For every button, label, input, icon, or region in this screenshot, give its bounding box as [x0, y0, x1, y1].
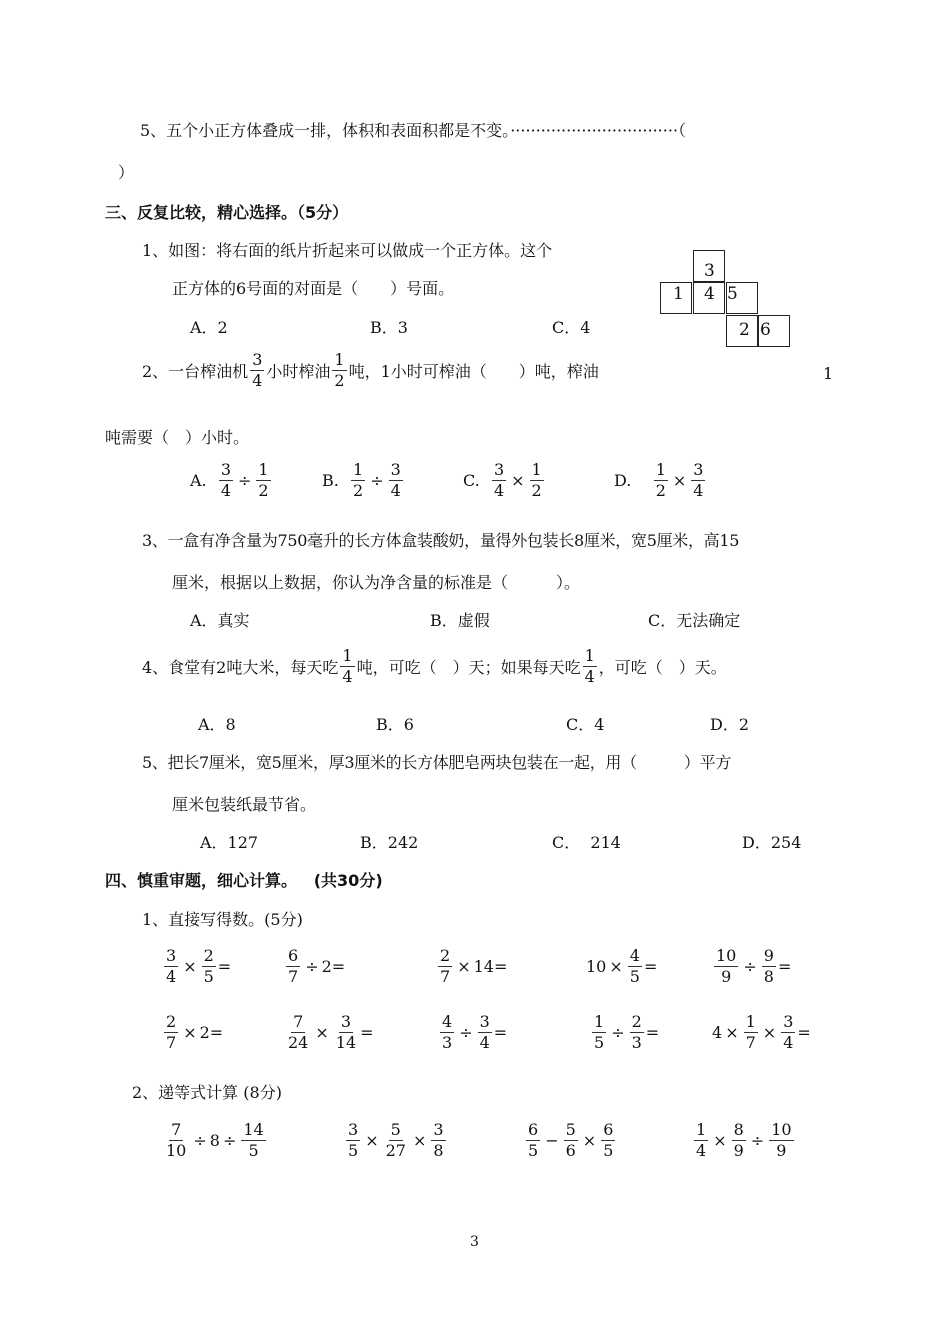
calc-item [590, 1014, 659, 1051]
calc-item [284, 948, 345, 985]
fraction [654, 462, 668, 499]
denominator: 3 [631, 1033, 642, 1052]
operator: × [713, 1131, 727, 1150]
q3-2-line1 [142, 352, 599, 389]
fraction [241, 1122, 265, 1159]
text: 吨，1小时可榨油（ ）吨，榨油 [348, 362, 599, 381]
fraction [601, 1122, 615, 1159]
calc-item [162, 1014, 223, 1051]
denominator: 6 [565, 1141, 576, 1160]
fraction [762, 948, 776, 985]
operator: × [762, 1023, 777, 1042]
q3-3-option-b: B．虚假 [430, 611, 490, 630]
numerator: 3 [166, 946, 177, 965]
denominator: 4 [220, 481, 231, 500]
fraction [628, 948, 642, 985]
operator: × [672, 471, 687, 490]
text: 4、食堂有2吨大米，每天吃 [142, 658, 339, 677]
question-text: 5、五个小正方体叠成一排，体积和表面积都是不变。 [140, 121, 511, 140]
equals: = [360, 1023, 374, 1042]
q3-1-line2: 正方体的6号面的对面是（ ）号面。 [172, 279, 455, 298]
fraction [438, 948, 452, 985]
numerator: 8 [733, 1120, 744, 1139]
numerator: 1 [531, 460, 542, 479]
denominator: 4 [166, 967, 177, 986]
calc-item [436, 948, 507, 985]
operator: × [412, 1131, 427, 1150]
stepwise-expr [692, 1122, 796, 1159]
operator: × [609, 957, 623, 976]
title-score: (共30分) [313, 871, 383, 890]
q3-3-option-c: C．无法确定 [648, 611, 741, 630]
operator: ÷ [611, 1023, 625, 1042]
operator: × [183, 957, 197, 976]
numerator: 1 [258, 460, 269, 479]
face-label: 1 [673, 284, 684, 304]
denominator: 8 [763, 967, 774, 986]
integer: 10 [586, 957, 607, 976]
denominator: 4 [696, 1141, 707, 1160]
denominator: 7 [166, 1033, 177, 1052]
operator: × [457, 957, 471, 976]
operator: × [315, 1023, 329, 1042]
numerator: 1 [342, 646, 353, 665]
operator: ÷ [459, 1023, 473, 1042]
numerator: 2 [203, 946, 214, 965]
section-4-sub2-title: 2、递等式计算 (8分) [132, 1083, 282, 1102]
numerator: 1 [655, 460, 666, 479]
q3-3-line2: 厘米，根据以上数据，你认为净含量的标准是（ ）。 [172, 573, 581, 592]
text: 吨，可吃（ ）天；如果每天吃 [356, 658, 581, 677]
fraction [526, 1122, 540, 1159]
denominator: 9 [776, 1141, 787, 1160]
fraction [694, 1122, 708, 1159]
denominator: 4 [342, 667, 353, 686]
denominator: 3 [442, 1033, 453, 1052]
net-face-right [726, 282, 758, 314]
denominator: 5 [629, 967, 640, 986]
fraction [478, 1014, 492, 1051]
text: 小时榨油 [266, 362, 331, 381]
numerator: 3 [479, 1012, 490, 1031]
q3-1-option-b: B．3 [370, 318, 408, 337]
option-label: D. [614, 471, 632, 490]
q3-2-option-a [190, 462, 273, 499]
numerator: 3 [493, 460, 505, 479]
fraction [340, 648, 354, 685]
q3-1-line1: 1、如图：将右面的纸片折起来可以做成一个正方体。这个 [142, 241, 553, 260]
numerator: 6 [528, 1120, 539, 1139]
integer: 8 [209, 1131, 220, 1150]
numerator: 3 [783, 1012, 794, 1031]
section-4-title [105, 868, 383, 891]
denominator: 9 [721, 967, 732, 986]
fraction [691, 462, 705, 499]
fraction [164, 1122, 188, 1159]
operator: × [582, 1131, 597, 1150]
q3-2-option-d [614, 462, 707, 499]
calc-item [712, 948, 791, 985]
numerator: 10 [716, 946, 737, 965]
face-label: 6 [760, 320, 771, 340]
operator: − [545, 1131, 559, 1150]
numerator: 3 [220, 460, 231, 479]
face-label: 2 [739, 320, 750, 340]
equals: = [209, 1023, 224, 1042]
denominator: 4 [390, 481, 401, 500]
equals: = [331, 957, 346, 976]
equals: = [797, 1023, 811, 1042]
net-face-left [660, 282, 692, 314]
stepwise-expr [344, 1122, 448, 1159]
fraction [384, 1122, 408, 1159]
calc-item [284, 1014, 374, 1051]
numerator: 1 [584, 646, 595, 665]
denominator: 5 [528, 1141, 539, 1160]
calc-item [712, 1014, 811, 1051]
face-label: 4 [704, 284, 715, 304]
numerator: 1 [696, 1120, 707, 1139]
calc-item [438, 1014, 507, 1051]
equals: = [645, 1023, 660, 1042]
operator: ÷ [193, 1131, 207, 1150]
denominator: 4 [252, 371, 263, 390]
section-3-title: 三、反复比较，精心选择。（5分） [105, 203, 349, 222]
denominator: 2 [353, 481, 364, 500]
numerator: 5 [390, 1120, 401, 1139]
integer: 14 [473, 957, 494, 976]
denominator: 2 [655, 481, 666, 500]
section-4-sub1-title: 1、直接写得数。(5分) [142, 910, 303, 929]
numerator: 14 [243, 1120, 264, 1139]
net-face-bottom-right [758, 315, 790, 347]
denominator: 5 [603, 1141, 614, 1160]
fraction [250, 352, 264, 389]
q3-1-option-a: A．2 [190, 318, 228, 337]
calc-item [162, 948, 231, 985]
numerator: 2 [440, 946, 451, 965]
q3-5-line1: 5、把长7厘米，宽5厘米，厚3厘米的长方体肥皂两块包装在一起，用（ ）平方 [142, 753, 732, 772]
stepwise-expr [524, 1122, 617, 1159]
numerator: 7 [293, 1012, 304, 1031]
denominator: 5 [203, 967, 214, 986]
operator: × [183, 1023, 197, 1042]
numerator: 3 [340, 1012, 352, 1031]
q3-5-option-a: A．127 [200, 833, 259, 852]
denominator: 2 [531, 481, 542, 500]
denominator: 2 [334, 371, 345, 390]
numerator: 1 [353, 460, 364, 479]
q3-5-option-d: D．254 [742, 833, 802, 852]
numerator: 2 [631, 1012, 642, 1031]
option-label: A. [190, 471, 207, 490]
numerator: 3 [252, 350, 263, 369]
denominator: 4 [479, 1033, 490, 1052]
net-face-bottom-left [726, 315, 758, 347]
fraction [583, 648, 597, 685]
face-label: 3 [704, 261, 715, 281]
fraction [164, 948, 178, 985]
q3-3-option-a: A．真实 [190, 611, 250, 630]
net-face-top [693, 250, 725, 282]
q3-4-option-c: C．4 [566, 715, 605, 734]
q3-2-option-b [322, 462, 405, 499]
text: ，可吃（ ）天。 [598, 658, 727, 677]
operator: ÷ [222, 1131, 237, 1150]
q3-4-option-a: A．8 [198, 715, 236, 734]
stepwise-expr [162, 1122, 268, 1159]
fraction [781, 1014, 795, 1051]
fraction [732, 1122, 746, 1159]
answer-paren-close: ） [118, 163, 135, 182]
q3-5-option-c: C． 214 [552, 833, 621, 852]
denominator: 7 [440, 967, 451, 986]
operator: × [511, 471, 525, 490]
numerator: 3 [390, 460, 401, 479]
numerator: 3 [693, 460, 704, 479]
numerator: 4 [442, 1012, 453, 1031]
fraction [744, 1014, 758, 1051]
operator: ÷ [743, 957, 757, 976]
operator: × [365, 1131, 379, 1150]
numerator: 1 [334, 350, 345, 369]
integer: 4 [712, 1023, 723, 1042]
fraction [530, 462, 544, 499]
denominator: 9 [733, 1141, 744, 1160]
option-label: C. [463, 471, 480, 490]
denominator: 4 [783, 1033, 794, 1052]
fraction [440, 1014, 454, 1051]
denominator: 7 [745, 1033, 756, 1052]
dot-leader: ································· [510, 121, 679, 140]
denominator: 27 [385, 1141, 406, 1160]
q3-1-option-c: C．4 [552, 318, 591, 337]
equals: = [493, 957, 508, 976]
fraction [564, 1122, 578, 1159]
answer-paren-open: （ [678, 121, 687, 140]
fraction [492, 462, 506, 499]
fraction [351, 462, 365, 499]
equals: = [493, 1023, 508, 1042]
question-judge-5 [140, 118, 686, 141]
denominator: 5 [594, 1033, 605, 1052]
equals: = [217, 957, 232, 976]
option-label: B. [322, 471, 339, 490]
operator: ÷ [750, 1131, 765, 1150]
q3-4-line1 [142, 648, 727, 685]
numerator: 3 [348, 1120, 359, 1139]
operator: ÷ [238, 471, 252, 490]
denominator: 5 [248, 1141, 259, 1160]
fraction [630, 1014, 644, 1051]
q3-5-line2: 厘米包装纸最节省。 [172, 795, 317, 814]
denominator: 4 [493, 481, 505, 500]
numerator: 1 [745, 1012, 756, 1031]
fraction [286, 948, 300, 985]
cube-net-diagram [660, 250, 795, 350]
numerator: 7 [171, 1120, 182, 1139]
fraction [332, 352, 346, 389]
denominator: 7 [288, 967, 299, 986]
operator: ÷ [305, 957, 319, 976]
denominator: 10 [166, 1141, 187, 1160]
integer: 2 [321, 957, 332, 976]
numerator: 4 [629, 946, 640, 965]
fraction [256, 462, 270, 499]
numerator: 10 [771, 1120, 792, 1139]
denominator: 4 [584, 667, 595, 686]
denominator: 24 [288, 1033, 309, 1052]
fraction [389, 462, 403, 499]
fraction [714, 948, 738, 985]
numerator: 1 [594, 1012, 605, 1031]
q3-4-option-b: B．6 [376, 715, 414, 734]
fraction [592, 1014, 606, 1051]
q3-2-trailing: 1 [823, 364, 834, 383]
equals: = [643, 957, 658, 976]
numerator: 5 [565, 1120, 576, 1139]
q3-2-line2: 吨需要（ ）小时。 [105, 428, 250, 447]
fraction [202, 948, 216, 985]
q3-3-line1: 3、一盒有净含量为750毫升的长方体盒装酸奶，量得外包装长8厘米，宽5厘米，高15 [142, 531, 740, 550]
equals: = [777, 957, 792, 976]
numerator: 6 [603, 1120, 614, 1139]
fraction [346, 1122, 360, 1159]
fraction [219, 462, 233, 499]
numerator: 3 [433, 1120, 444, 1139]
q3-2-option-c [463, 462, 546, 499]
numerator: 9 [763, 946, 774, 965]
calc-item [586, 948, 657, 985]
denominator: 4 [693, 481, 704, 500]
denominator: 14 [335, 1033, 357, 1052]
operator: × [725, 1023, 739, 1042]
denominator: 5 [348, 1141, 359, 1160]
q3-4-option-d: D．2 [710, 715, 750, 734]
net-face-center [693, 282, 725, 314]
fraction [286, 1014, 310, 1051]
denominator: 2 [258, 481, 269, 500]
text: 2、一台榨油机 [142, 362, 249, 381]
numerator: 2 [166, 1012, 177, 1031]
page-number: 3 [470, 1234, 479, 1250]
fraction [769, 1122, 793, 1159]
title-text: 四、慎重审题，细心计算。 [105, 871, 298, 890]
fraction [334, 1014, 358, 1051]
fraction [431, 1122, 445, 1159]
fraction [164, 1014, 178, 1051]
denominator: 8 [433, 1141, 444, 1160]
integer: 2 [199, 1023, 210, 1042]
q3-5-option-b: B．242 [360, 833, 419, 852]
operator: ÷ [370, 471, 384, 490]
numerator: 6 [288, 946, 299, 965]
face-label: 5 [727, 284, 738, 304]
